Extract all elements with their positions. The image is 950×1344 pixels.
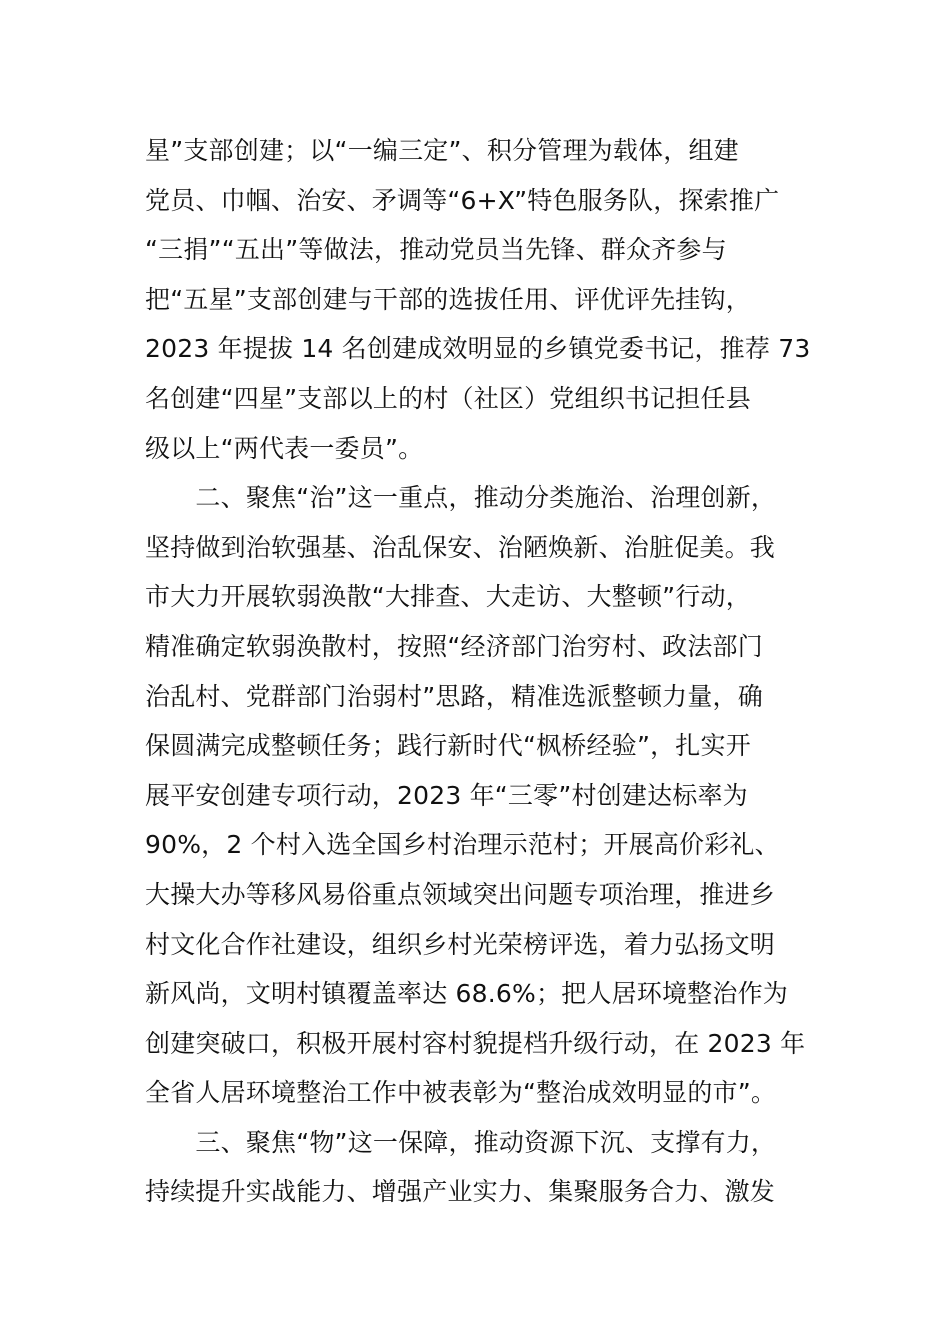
text-line: 展平安创建专项行动，2023 年“三零”村创建达标率为 xyxy=(145,780,748,810)
text-line: 新风尚，文明村镇覆盖率达 68.6%；把人居环境整治作为 xyxy=(145,979,788,1009)
body-text xyxy=(145,126,815,1217)
text-line: 治乱村、党群部门治弱村”思路，精准选派整顿力量，确 xyxy=(145,681,763,711)
text-line: 把“五星”支部创建与干部的选拔任用、评优评先挂钩， xyxy=(145,284,751,314)
text-line: 创建突破口，积极开展村容村貌提档升级行动，在 2023 年 xyxy=(145,1028,806,1058)
text-line: 星”支部创建；以“一编三定”、积分管理为载体，组建 xyxy=(145,136,739,165)
text-line: 大操大办等移风易俗重点领域突出问题专项治理，推进乡 xyxy=(145,879,776,909)
text-line: “三捐”“五出”等做法，推动党员当先锋、群众齐参与 xyxy=(145,235,727,265)
text-line: 90%，2 个村入选全国乡村治理示范村；开展高价彩礼、 xyxy=(145,830,780,860)
text-line: 2023 年提拔 14 名创建成效明显的乡镇党委书记，推荐 73 xyxy=(145,334,811,364)
text-line: 名创建“四星”支部以上的村（社区）党组织书记担任县 xyxy=(145,383,751,413)
text-line: 级以上“两代表一委员”。 xyxy=(145,433,424,463)
text-line: 党员、巾帼、治安、矛调等“6+X”特色服务队，探索推广 xyxy=(145,185,780,215)
text-line: 坚持做到治软强基、治乱保安、治陋焕新、治脏促美。我 xyxy=(145,532,776,562)
text-line: 精准确定软弱涣散村，按照“经济部门治穷村、政法部门 xyxy=(145,631,763,661)
text-line: 保圆满完成整顿任务；践行新时代“枫桥经验”，扎实开 xyxy=(145,731,751,761)
text-line: 全省人居环境整治工作中被表彰为“整治成效明显的市”。 xyxy=(145,1078,777,1108)
text-line: 村文化合作社建设，组织乡村光荣榜评选，着力弘扬文明 xyxy=(145,929,776,959)
text-line: 持续提升实战能力、增强产业实力、集聚服务合力、激发 xyxy=(145,1177,776,1207)
text-line: 三、聚焦“物”这一保障，推动资源下沉、支撑有力， xyxy=(145,1127,777,1157)
text-line: 市大力开展软弱涣散“大排查、大走访、大整顿”行动， xyxy=(145,582,751,612)
text-line: 二、聚焦“治”这一重点，推动分类施治、治理创新， xyxy=(145,483,777,513)
